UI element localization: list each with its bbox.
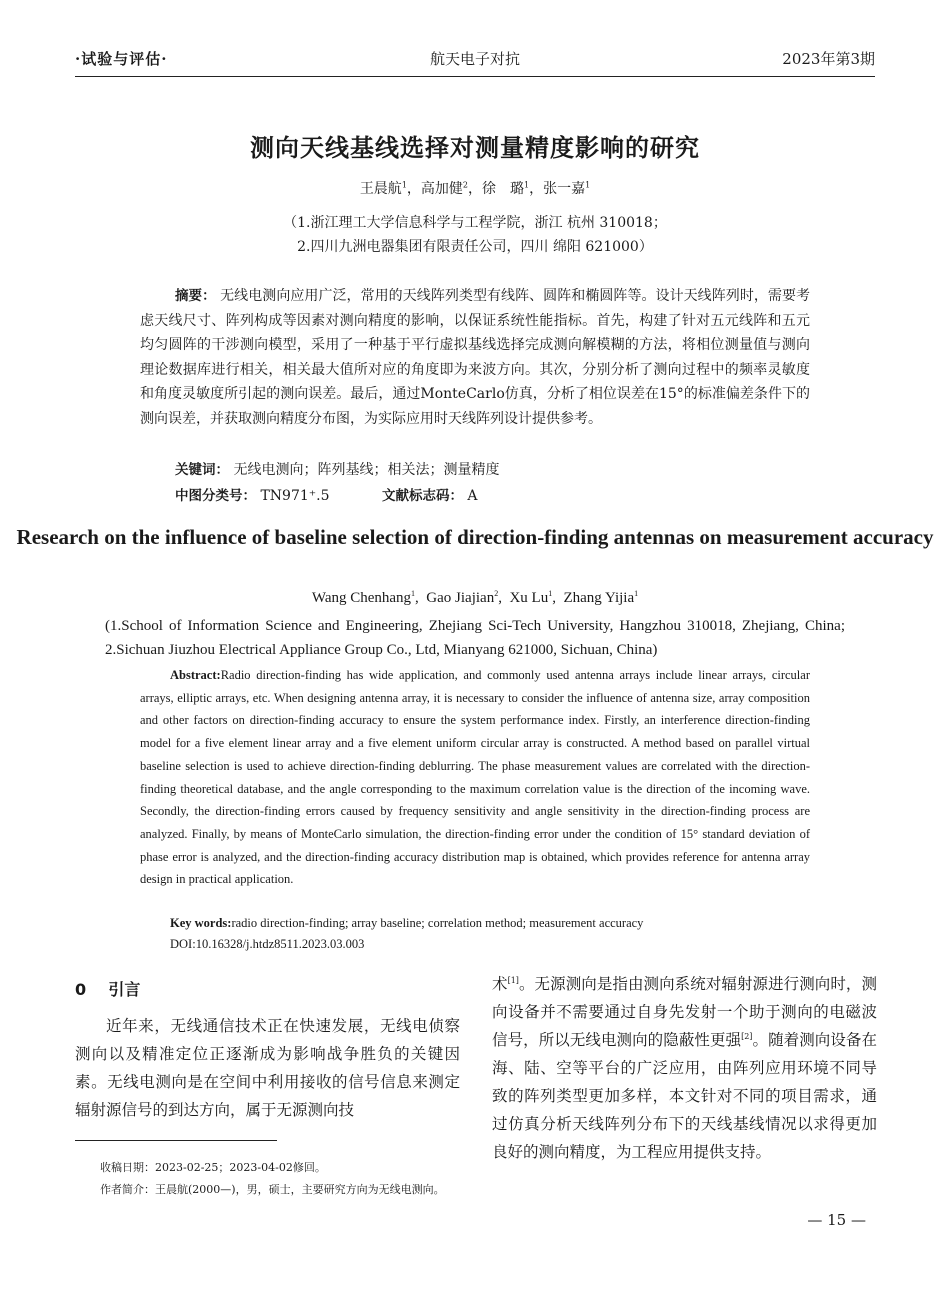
- author-affiliation-mark: 1: [548, 589, 553, 598]
- keywords-text-en: radio direction-finding; array baseline; correlation method; measurement accuracy: [231, 916, 644, 930]
- abstract-en: [140, 664, 810, 891]
- author-name: 高加健: [420, 181, 463, 197]
- citation-ref: [1]: [507, 975, 519, 985]
- keywords-en: [170, 916, 643, 931]
- author-name: 徐 璐: [482, 181, 524, 197]
- affiliation-en: (1.School of Information Science and Engineering, Zhejiang Sci-Tech University, Hangzhou 310018, Zhejiang, China; 2.Sichuan Jiuzhou Electrical Appliance Group Co., Ltd, Mianyang 621000, Sichuan, China): [105, 618, 845, 658]
- author-affiliation-mark: 1: [411, 589, 416, 598]
- footnote-rule: [75, 1140, 277, 1141]
- abstract-text-cn: 无线电测向应用广泛，常用的天线阵列类型有线阵、圆阵和椭圆阵等。设计天线阵列时，需要考虑天线尺寸、阵列构成等因素对测向精度的影响，以保证系统性能指标。首先，构建了针对五元线阵和五元均匀圆阵的干涉测向模型，采用了一种基于平行虚拟基线选择完成测向解模糊的方法，将相位测量值与测向理论数据库进行相关，相关最大值所对应的角度即为来波方向。其次，分别分析了测向过程中的频率灵敏度和角度灵敏度所引起的测向误差。最后，通过MonteCarlo仿真，分析了相位误差在15°的标准偏差条件下的测向误差，并获取测向精度分布图，为实际应用时天线阵列设计提供参考。: [140, 288, 811, 427]
- section-title: 引言: [108, 980, 141, 999]
- author-affiliation-mark: 1: [524, 180, 530, 190]
- body-text: 。无源测向是指由测向系统对辐射源进行测向时，测向设备并不需要通过自身先发射一个助于测向的电磁波信号，所以无线电测向的隐蔽性更强: [492, 975, 877, 1049]
- keywords-label-en: Key words:: [170, 916, 232, 930]
- page-number: — 15 —: [807, 1211, 866, 1229]
- abstract-cn: [140, 284, 810, 431]
- author-name: 张一嘉: [543, 181, 586, 197]
- body-text: 术: [492, 975, 508, 993]
- class-value: TN971⁺.5: [260, 488, 330, 504]
- author-name: Gao Jiajian: [426, 590, 495, 606]
- citation-ref: [2]: [741, 1031, 753, 1041]
- doc-code-label: 文献标志码：: [381, 488, 463, 504]
- keywords-cn: [175, 458, 499, 479]
- doi: DOI:10.16328/j.htdz8511.2023.03.003: [170, 937, 365, 951]
- keywords-label-cn: 关键词：: [175, 462, 229, 478]
- classification-line: [175, 484, 478, 504]
- affiliation-cn-1: （1.浙江理工大学信息科学与工程学院，浙江 杭州 310018；: [283, 215, 667, 231]
- author-affiliation-mark: 2: [494, 589, 499, 598]
- class-label: 中图分类号：: [175, 488, 256, 504]
- author-affiliation-mark: 1: [634, 589, 639, 598]
- body-text: 。随着测向设备在海、陆、空等平台的广泛应用，由阵列应用环境不同导致的阵列类型更加多样，本文针对不同的项目需求，通过仿真分析天线阵列分布下的天线基线情况以求得更加良好的测向精度，为工程应用提供支持。: [492, 1031, 877, 1161]
- author-name: Xu Lu: [509, 590, 549, 606]
- footnote-bio: 作者简介：王晨航(2000—)，男，硕士，主要研究方向为无线电测向。: [100, 1183, 445, 1196]
- body-column-left: 近年来，无线通信技术正在快速发展，无线电侦察测向以及精准定位正逐渐成为影响战争胜负的关键因素。无线电测向是在空间中利用接收的信号信息来测定辐射源信号的到达方向，属于无源测向技: [75, 1017, 460, 1119]
- affiliation-cn-2: 2.四川九洲电器集团有限责任公司，四川 绵阳 621000）: [297, 239, 653, 255]
- doc-code-value: A: [467, 488, 478, 504]
- keywords-text-cn: 无线电测向；阵列基线；相关法；测量精度: [233, 462, 500, 478]
- paper-title-cn: 测向天线基线选择对测量精度影响的研究: [250, 133, 700, 162]
- abstract-label-cn: 摘要：: [175, 288, 216, 304]
- body-column-right: [492, 970, 877, 1166]
- author-affiliation-mark: 2: [462, 180, 468, 190]
- section-number: 0: [75, 980, 87, 999]
- abstract-text-en: Radio direction-finding has wide application, and commonly used antenna arrays include linear arrays, circular arrays, elliptic arrays, etc. When designing antenna array, it is necessary to consider the influence of antenna size, array composition and other factors on direction-finding accuracy to ensure the system performance index. Firstly, an interference direction-finding model for a five element linear array and a five element uniform circular array is constructed. A method based on parallel virtual baseline selection is used to achieve direction-finding deblurring. The phase measurement values are correlated with the direction-finding theoretical database, and the angle corresponding to the maximum correlation value is the direction of the incoming wave. Secondly, the direction-finding errors caused by frequency sensitivity and angle sensitivity in the direction-finding process are analyzed. Finally, by means of MonteCarlo simulation, the direction-finding error under the condition of 15° standard deviation of phase error is analyzed, and the direction-finding accuracy distribution map is obtained, which provides reference for antenna array design in practical application.: [140, 668, 810, 887]
- paper-title-en: Research on the influence of baseline selection of direction-finding antennas on measurement accuracy: [16, 525, 934, 549]
- header-rule: [75, 76, 875, 77]
- author-name: 王晨航: [359, 181, 402, 197]
- author-list-cn: 王晨航$^1$，高加健$^2$，徐 璐$^1$，张一嘉$^1$: [359, 180, 591, 197]
- footnote-received: 收稿日期：2023-02-25；2023-04-02修回。: [100, 1161, 326, 1174]
- author-name: Wang Chenhang: [311, 590, 412, 606]
- author-list-en: Wang Chenhang$^1$, Gao Jiajian$^2$, Xu Lu$^1$, Zhang Yijia$^1$: [311, 589, 639, 606]
- running-header-journal: 航天电子对抗: [429, 50, 520, 68]
- running-header-issue: 2023年第3期: [782, 50, 875, 68]
- abstract-label-en: Abstract:: [170, 668, 221, 682]
- running-header-section: ·试验与评估·: [75, 50, 168, 68]
- section-heading: [75, 977, 140, 1000]
- author-name: Zhang Yijia: [563, 590, 635, 606]
- author-affiliation-mark: 1: [585, 180, 591, 190]
- author-affiliation-mark: 1: [401, 180, 407, 190]
